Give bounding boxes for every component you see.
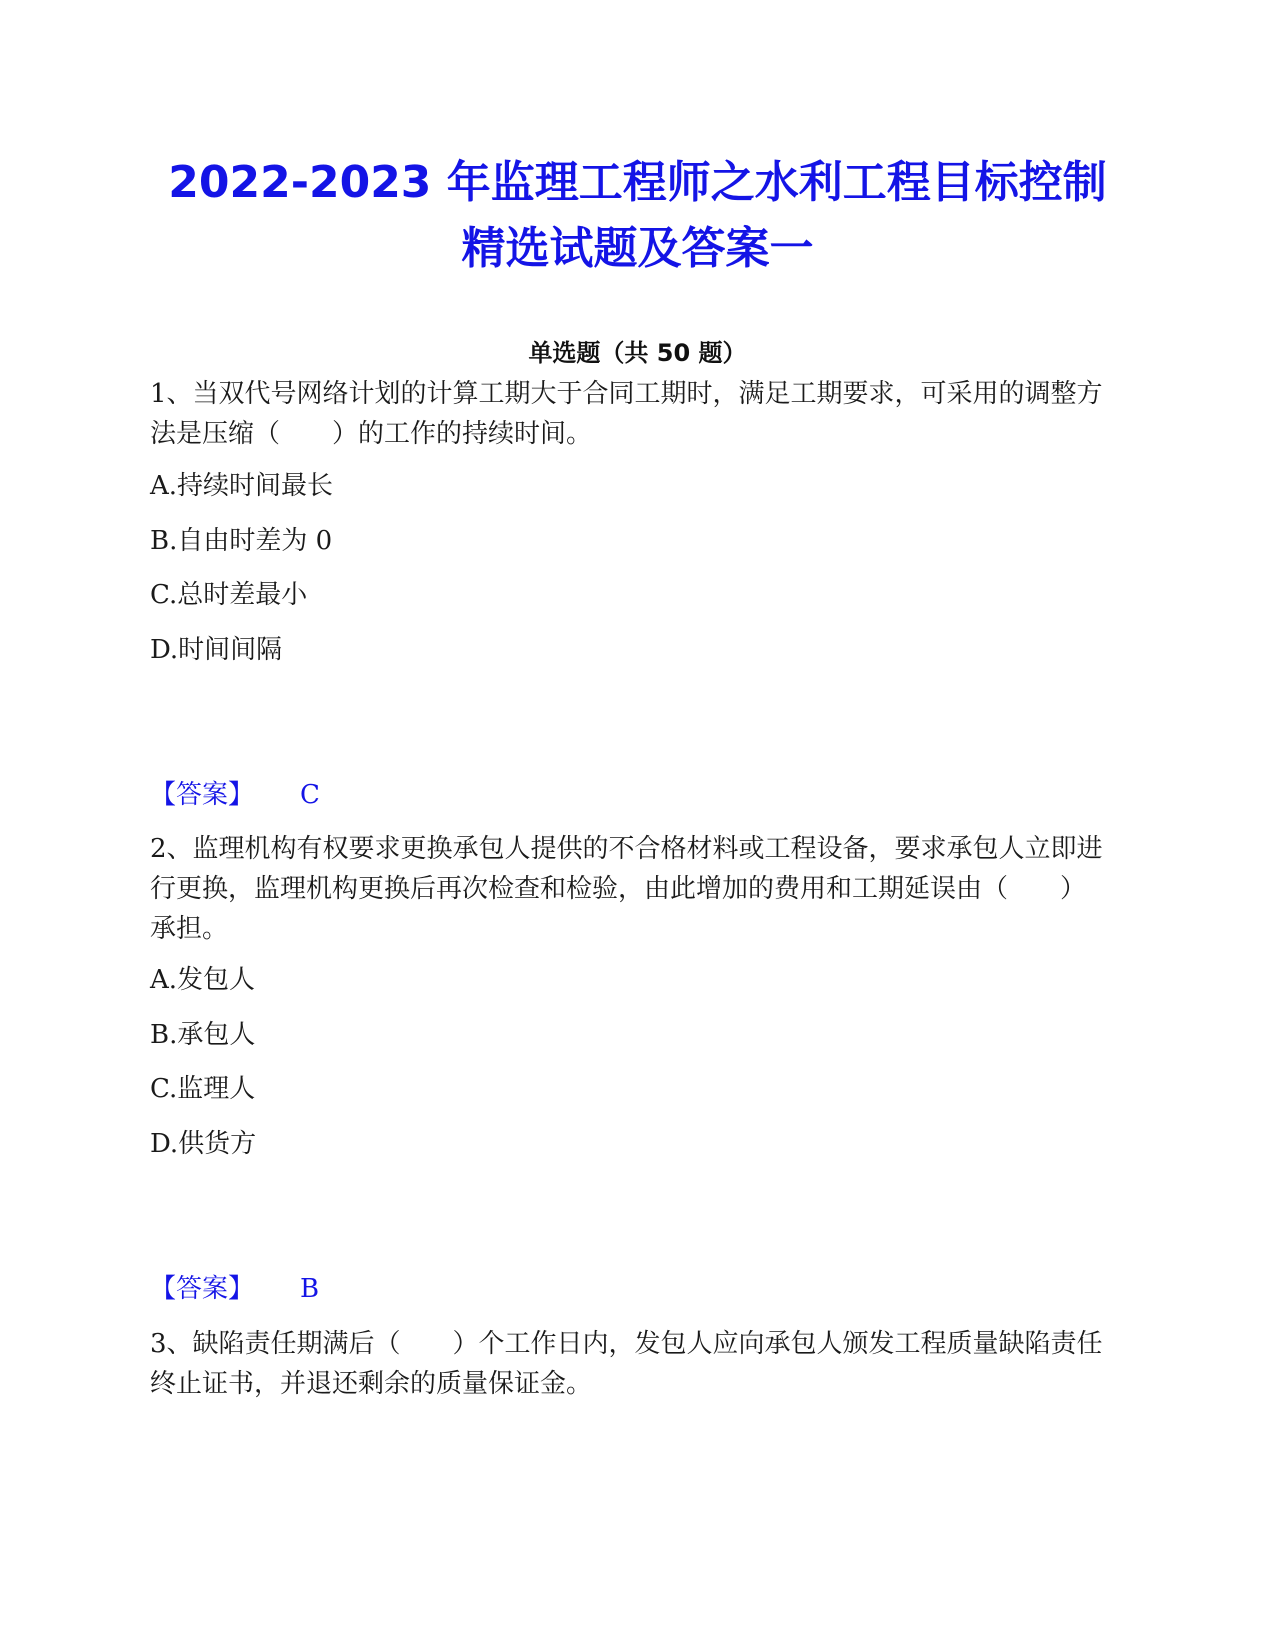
answer-label: 【答案】: [150, 1274, 255, 1304]
question-1-option-d: D.时间间隔: [150, 635, 283, 665]
question-2-option-d: D.供货方: [150, 1129, 257, 1159]
answer-value: C: [300, 780, 320, 810]
question-1-option-b: B.自由时差为 0: [150, 526, 333, 556]
question-2-answer: [150, 1271, 319, 1307]
answer-label: 【答案】: [150, 780, 255, 810]
question-1-option-a: A.持续时间最长: [150, 471, 334, 501]
question-1-option-c: C.总时差最小: [150, 580, 308, 610]
question-2-text: 2、监理机构有权要求更换承包人提供的不合格材料或工程设备，要求承包人立即进行更换，监理机构更换后再次检查和检验，由此增加的费用和工期延误由（ ）承担。: [150, 834, 1103, 944]
answer-value: B: [300, 1274, 320, 1304]
question-1-answer: [150, 777, 320, 813]
question-2-option-c: C.监理人: [150, 1074, 256, 1104]
section-heading: 单选题（共 50 题）: [528, 339, 747, 367]
question-1-text: 1、当双代号网络计划的计算工期大于合同工期时，满足工期要求，可采用的调整方法是压缩（ ）的工作的持续时间。: [150, 379, 1103, 449]
document-title: 2022-2023 年监理工程师之水利工程目标控制精选试题及答案一: [168, 157, 1107, 274]
question-2-option-a: A.发包人: [150, 965, 256, 995]
question-2-option-b: B.承包人: [150, 1020, 256, 1050]
question-3-text: 3、缺陷责任期满后（ ）个工作日内，发包人应向承包人颁发工程质量缺陷责任终止证书，并退还剩余的质量保证金。: [150, 1329, 1103, 1399]
